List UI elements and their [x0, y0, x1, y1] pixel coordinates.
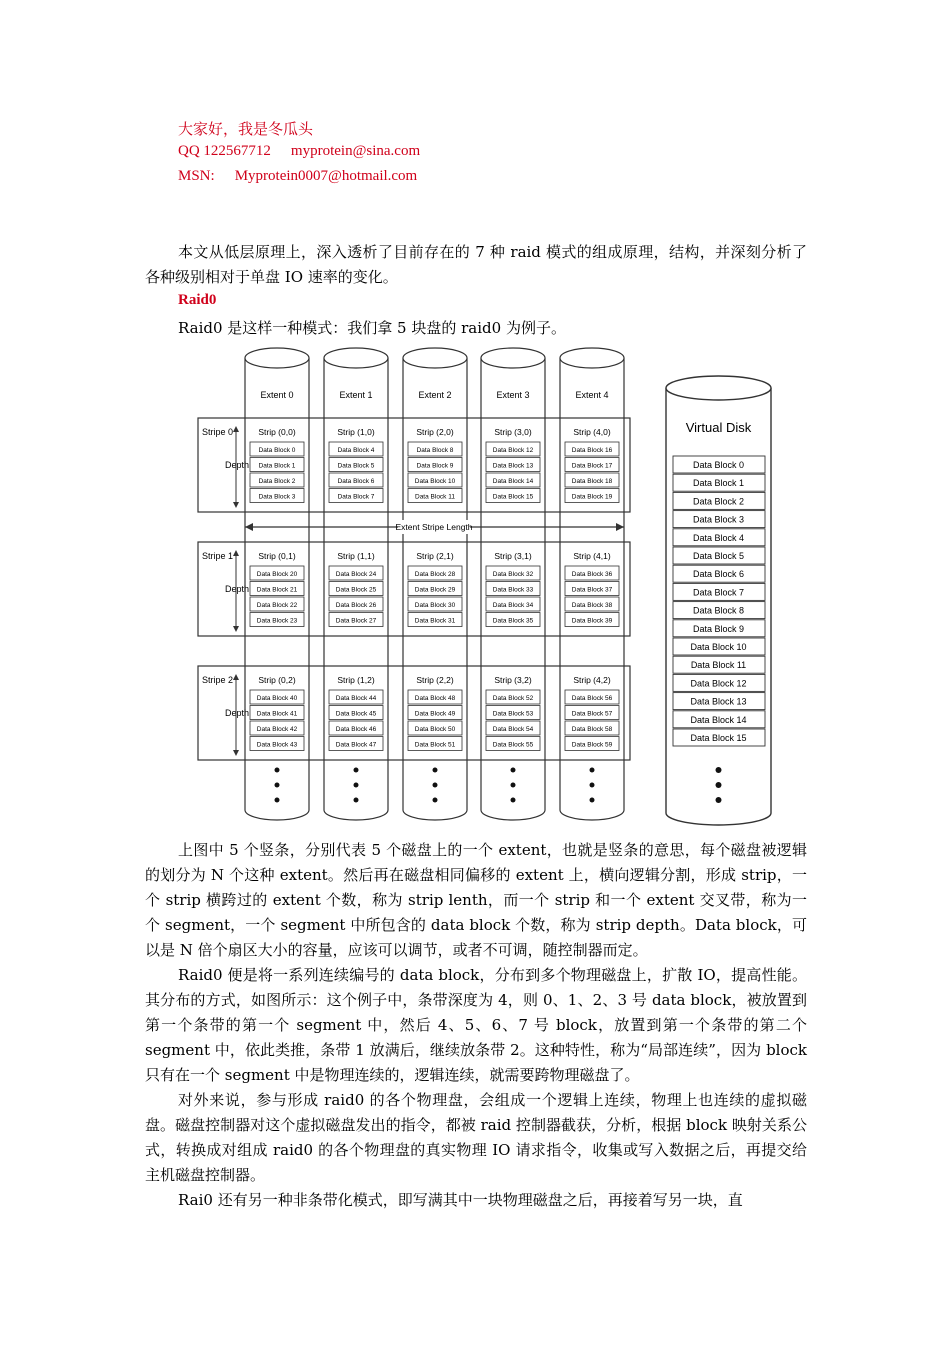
data-block-label: Data Block 5	[337, 462, 375, 470]
data-block-label: Data Block 47	[335, 741, 377, 749]
paragraph-3: 对外来说，参与形成 raid0 的各个物理盘，会组成一个逻辑上连续，物理上也连续的虚拟磁盘。磁盘控制器对这个虚拟磁盘发出的指令，都被 raid 控制器截获，分析，根据 block 映射关系公式，转换成对组成 raid0 的各个物理盘的真实物理 IO 请求指令，收集或写入数据之后，再提交给主机磁盘控制器。	[145, 1091, 807, 1184]
data-block-label: Data Block 56	[571, 695, 613, 702]
data-block-label: Data Block 2	[258, 478, 296, 485]
virtual-data-block-label: Data Block 10	[690, 642, 747, 652]
data-block-label: Data Block 42	[256, 726, 298, 733]
data-block-label: Data Block 31	[414, 617, 456, 625]
extent-cylinder-top	[245, 348, 309, 368]
section-intro: Raid0 是这样一种模式：我们拿 5 块盘的 raid0 为例子。	[178, 319, 566, 337]
qq-label: QQ 122567712	[178, 143, 271, 159]
depth-arrow-head	[233, 550, 239, 556]
strip-label: Strip (4,1)	[573, 551, 611, 561]
data-block-label: Data Block 14	[492, 478, 534, 485]
data-block-label: Data Block 4	[337, 447, 375, 454]
extent-label: Extent 3	[496, 390, 530, 400]
ellipsis-dot	[354, 783, 359, 788]
paragraph-1: 上图中 5 个竖条，分别代表 5 个磁盘上的一个 extent，也就是竖条的意思，每个磁盘被逻辑的划分为 N 个这种 extent。然后再在磁盘相同偏移的 extent 上，横向逻辑分割，形成 strip，一个 strip 横跨过的 extent 个数，称为 strip lenth，而一个 strip 和一个 extent 交叉带，称为一个 segment，一个 segment 中所包含的 data block 个数，称为 strip depth。Data block，可以是 N 倍个扇区大小的容量，应该可以调节，或者不可调，随控制器而定。	[145, 841, 807, 959]
data-block-label: Data Block 44	[335, 695, 377, 702]
strip-label: Strip (2,0)	[416, 427, 454, 437]
msn-label: MSN:	[178, 168, 215, 184]
virtual-data-block-label: Data Block 4	[692, 532, 745, 543]
depth-label: Depth	[225, 460, 250, 470]
strip-label: Strip (0,1)	[258, 551, 296, 561]
ellipsis-dot	[433, 783, 438, 788]
extent-cylinder-top	[560, 348, 624, 368]
depth-label: Depth	[225, 708, 250, 718]
depth-arrow-head	[233, 502, 239, 508]
data-block-label: Data Block 8	[416, 447, 454, 454]
data-block-label: Data Block 46	[335, 726, 377, 733]
data-block-label: Data Block 52	[492, 695, 534, 702]
data-block-label: Data Block 18	[571, 478, 613, 485]
ellipsis-dot	[354, 798, 359, 803]
body-text	[145, 838, 807, 1213]
msn-email: Myprotein0007@hotmail.com	[234, 168, 418, 184]
data-block-label: Data Block 49	[414, 710, 456, 718]
data-block-label: Data Block 6	[337, 478, 375, 485]
ellipsis-dot	[511, 768, 516, 773]
qq-line	[178, 143, 420, 160]
data-block-label: Data Block 36	[571, 571, 613, 578]
data-block-label: Data Block 40	[256, 695, 298, 702]
ellipsis-dot	[590, 798, 595, 803]
data-block-label: Data Block 34	[492, 602, 534, 609]
msn-line	[178, 168, 417, 185]
extent-cylinder-top	[481, 348, 545, 368]
virtual-data-block-label: Data Block 0	[692, 460, 745, 470]
data-block-label: Data Block 38	[571, 602, 613, 609]
data-block-label: Data Block 23	[256, 617, 298, 625]
virtual-data-block-label: Data Block 14	[690, 714, 747, 725]
strip-label: Strip (3,0)	[494, 427, 532, 437]
data-block-label: Data Block 50	[414, 726, 456, 733]
extent-label: Extent 0	[260, 390, 294, 400]
data-block-label: Data Block 55	[492, 741, 534, 749]
data-block-label: Data Block 7	[337, 493, 375, 501]
data-block-label: Data Block 29	[414, 586, 456, 594]
strip-label: Strip (2,2)	[416, 675, 454, 685]
data-block-label: Data Block 54	[492, 726, 534, 733]
virtual-disk-title: Virtual Disk	[685, 420, 752, 435]
ellipsis-dot	[716, 767, 722, 773]
data-block-label: Data Block 20	[256, 571, 298, 578]
strip-label: Strip (0,0)	[258, 427, 296, 437]
strip-label: Strip (3,2)	[494, 675, 532, 685]
data-block-label: Data Block 30	[414, 602, 456, 609]
data-block-label: Data Block 35	[492, 617, 534, 625]
virtual-data-block-label: Data Block 13	[690, 696, 747, 707]
depth-arrow-head	[233, 626, 239, 632]
virtual-data-block-label: Data Block 12	[690, 678, 747, 689]
ellipsis-dot	[275, 768, 280, 773]
strip-label: Strip (1,2)	[337, 675, 375, 685]
ellipsis-dot	[433, 798, 438, 803]
stripe-length-label: Extent Stripe Length	[395, 522, 473, 532]
virtual-disk-top	[666, 376, 771, 400]
virtual-data-block-label: Data Block 8	[692, 605, 745, 616]
extent-label: Extent 1	[339, 390, 373, 400]
depth-arrow-head	[233, 674, 239, 680]
data-block-label: Data Block 48	[414, 695, 456, 702]
ellipsis-dot	[590, 768, 595, 773]
stripe-label: Stripe 0	[202, 427, 234, 437]
data-block-label: Data Block 17	[571, 462, 613, 470]
data-block-label: Data Block 53	[492, 710, 534, 718]
strip-label: Strip (1,0)	[337, 427, 375, 437]
virtual-data-block-label: Data Block 1	[692, 478, 745, 489]
virtual-data-block-label: Data Block 9	[692, 623, 745, 634]
data-block-label: Data Block 1	[258, 462, 296, 470]
data-block-label: Data Block 25	[335, 586, 377, 594]
data-block-label: Data Block 57	[571, 710, 613, 718]
strip-label: Strip (1,1)	[337, 551, 375, 561]
ellipsis-dot	[716, 797, 722, 803]
data-block-label: Data Block 43	[256, 741, 298, 749]
virtual-data-block-label: Data Block 11	[690, 660, 747, 671]
data-block-label: Data Block 32	[492, 571, 534, 578]
intro-paragraph: 本文从低层原理上，深入透析了目前存在的 7 种 raid 模式的组成原理，结构，并深刻分析了各种级别相对于单盘 IO 速率的变化。	[145, 243, 807, 286]
strip-label: Strip (4,0)	[573, 427, 611, 437]
data-block-label: Data Block 3	[258, 493, 296, 501]
ellipsis-dot	[590, 783, 595, 788]
section-title: Raid0	[178, 292, 217, 308]
data-block-label: Data Block 37	[571, 586, 613, 594]
paragraph-2: Raid0 便是将一系列连续编号的 data block，分布到多个物理磁盘上，扩散 IO，提高性能。其分布的方式，如图所示：这个例子中，条带深度为 4，则 0、1、2、3 号 data block，被放置到第一个条带的第一个 segment 中，然后 4、5、6、7 号 block，放置到第一个条带的第二个 segment 中，依此类推，条带 1 放满后，继续放条带 2。这种特性，称为“局部连续”，因为 block 只有在一个 segment 中是物理连续的，逻辑连续，就需要跨物理磁盘了。	[145, 966, 807, 1084]
data-block-label: Data Block 10	[414, 478, 456, 485]
depth-arrow-head	[233, 426, 239, 432]
ellipsis-dot	[354, 768, 359, 773]
stripe-label: Stripe 1	[202, 551, 234, 561]
virtual-data-block-label: Data Block 15	[690, 733, 747, 743]
extent-label: Extent 2	[418, 390, 452, 400]
data-block-label: Data Block 24	[335, 571, 377, 578]
data-block-label: Data Block 39	[571, 617, 613, 625]
data-block-label: Data Block 59	[571, 741, 613, 749]
ellipsis-dot	[275, 798, 280, 803]
qq-email: myprotein@sina.com	[290, 143, 421, 159]
extent-cylinder-top	[324, 348, 388, 368]
data-block-label: Data Block 16	[571, 447, 613, 454]
extent-cylinder-top	[403, 348, 467, 368]
depth-label: Depth	[225, 584, 250, 594]
virtual-data-block-label: Data Block 2	[692, 496, 745, 507]
data-block-label: Data Block 12	[492, 447, 534, 454]
paragraph-4: Rai0 还有另一种非条带化模式，即写满其中一块物理磁盘之后，再接着写另一块，直	[178, 1191, 743, 1209]
ellipsis-dot	[511, 783, 516, 788]
virtual-data-block-label: Data Block 6	[692, 569, 745, 580]
depth-arrow-head	[233, 750, 239, 756]
data-block-label: Data Block 21	[256, 586, 298, 594]
data-block-label: Data Block 28	[414, 571, 456, 578]
greeting: 大家好，我是冬瓜头	[178, 122, 314, 138]
data-block-label: Data Block 58	[571, 726, 613, 733]
data-block-label: Data Block 13	[492, 462, 534, 470]
stripe-label: Stripe 2	[202, 675, 234, 685]
data-block-label: Data Block 11	[415, 493, 455, 501]
strip-label: Strip (4,2)	[573, 675, 611, 685]
raid0-diagram	[190, 338, 810, 838]
strip-label: Strip (0,2)	[258, 675, 296, 685]
data-block-label: Data Block 22	[256, 602, 298, 609]
strip-label: Strip (2,1)	[416, 551, 454, 561]
extent-label: Extent 4	[575, 390, 609, 400]
data-block-label: Data Block 41	[256, 710, 298, 718]
data-block-label: Data Block 33	[492, 586, 534, 594]
data-block-label: Data Block 45	[335, 710, 377, 718]
strip-label: Strip (3,1)	[494, 551, 532, 561]
data-block-label: Data Block 15	[492, 493, 534, 501]
data-block-label: Data Block 27	[335, 617, 377, 625]
ellipsis-dot	[275, 783, 280, 788]
data-block-label: Data Block 9	[416, 462, 454, 470]
data-block-label: Data Block 51	[414, 741, 456, 749]
virtual-data-block-label: Data Block 3	[692, 514, 745, 525]
data-block-label: Data Block 19	[571, 493, 613, 501]
ellipsis-dot	[716, 782, 722, 788]
virtual-data-block-label: Data Block 7	[692, 587, 745, 598]
ellipsis-dot	[511, 798, 516, 803]
virtual-data-block-label: Data Block 5	[692, 551, 745, 561]
data-block-label: Data Block 0	[258, 447, 296, 454]
data-block-label: Data Block 26	[335, 602, 377, 609]
ellipsis-dot	[433, 768, 438, 773]
